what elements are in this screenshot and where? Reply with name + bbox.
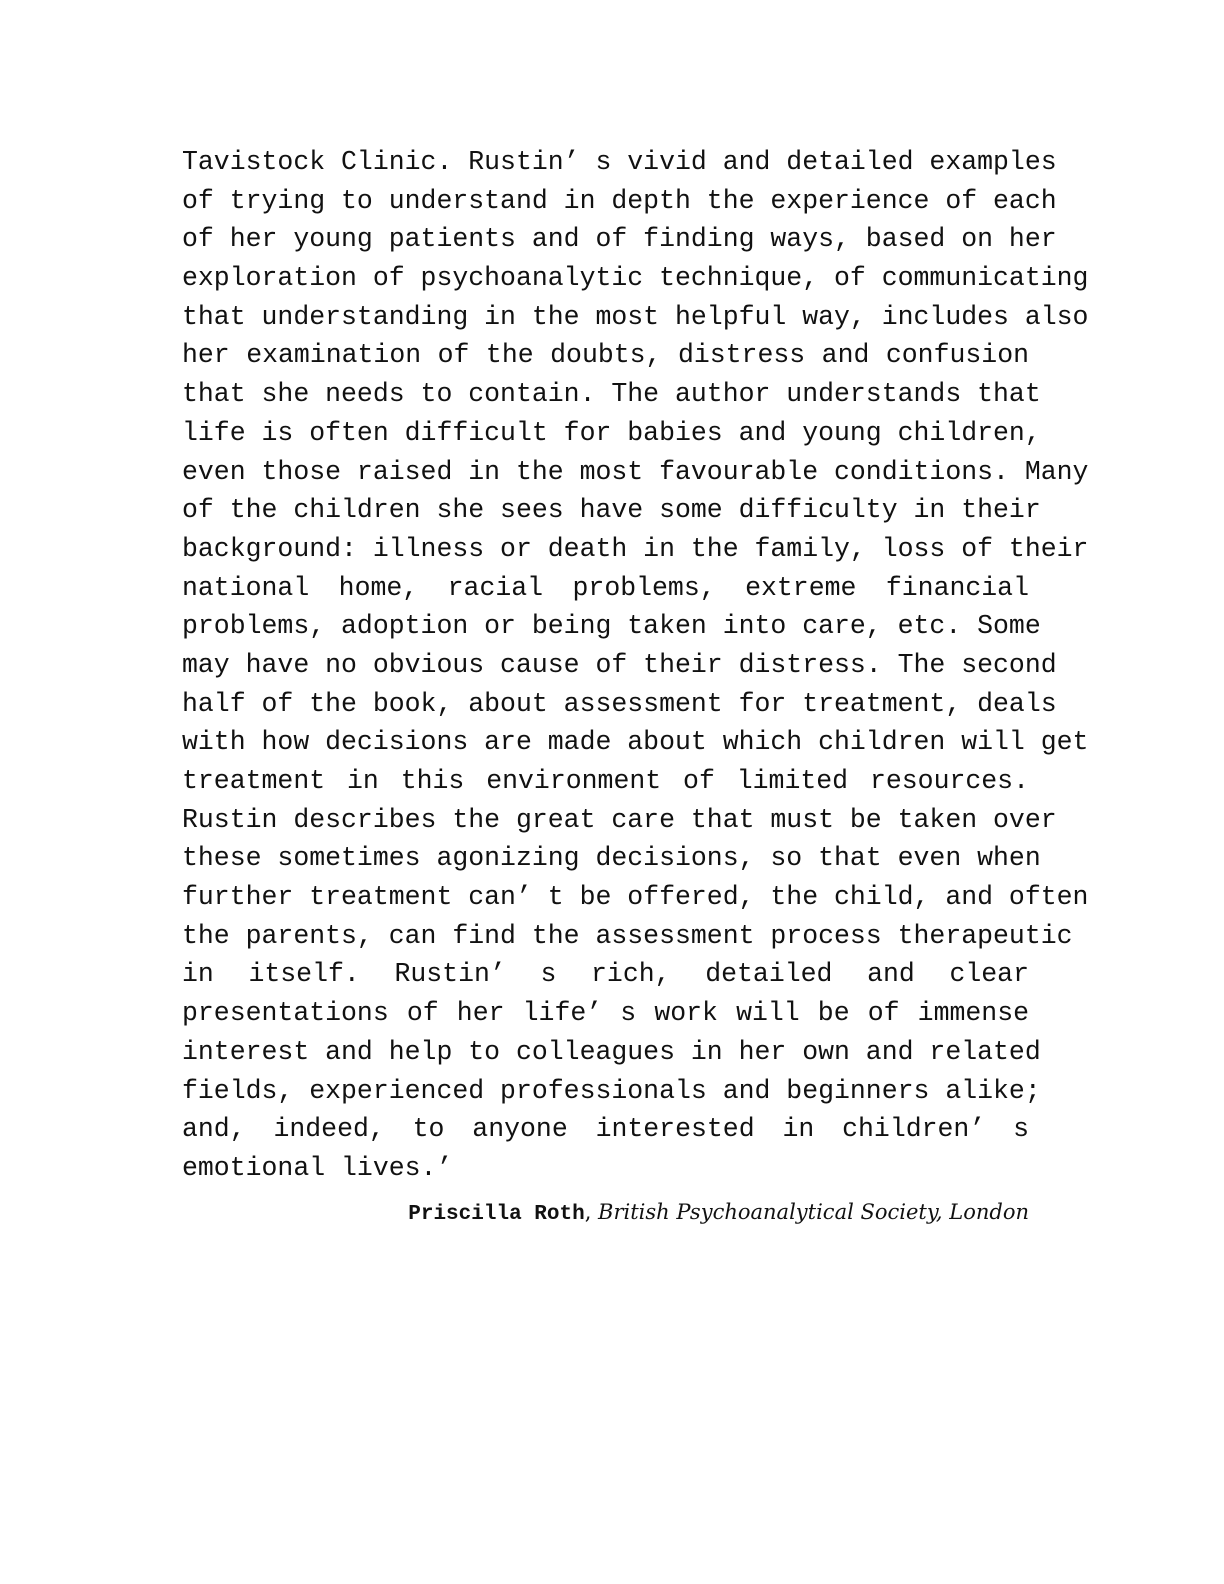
reviewer-affiliation: British Psychoanalytical Society, London <box>598 1200 1029 1224</box>
paragraph-line: of her young patients and of finding ways, based on her <box>182 224 1057 255</box>
paragraph-line: of trying to understand in depth the experience of each <box>182 185 1057 216</box>
paragraph-line: further treatment can’ t be offered, the child, and often <box>182 882 1089 913</box>
paragraph-line: Rustin describes the great care that must be taken over <box>182 804 1057 835</box>
paragraph-line: and, indeed, to anyone interested in children’ s <box>182 1114 1029 1145</box>
paragraph-line: of the children she sees have some difficulty in their <box>182 495 1041 526</box>
paragraph-line: these sometimes agonizing decisions, so that even when <box>182 843 1041 874</box>
paragraph-line: half of the book, about assessment for treatment, deals <box>182 688 1057 719</box>
paragraph-line: presentations of her life’ s work will be of immense <box>182 998 1029 1029</box>
paragraph-line: with how decisions are made about which children will get <box>182 727 1089 758</box>
paragraph-line: life is often difficult for babies and young children, <box>182 417 1041 448</box>
paragraph-line: exploration of psychoanalytic technique, of communicating <box>182 263 1089 294</box>
paragraph-line: treatment in this environment of limited resources. <box>182 766 1029 796</box>
paragraph-line-last: emotional lives.’ <box>182 1152 453 1183</box>
paragraph-line: fields, experienced professionals and beginners alike; <box>182 1075 1041 1106</box>
paragraph-line: in itself. Rustin’ s rich, detailed and clear <box>182 959 1029 990</box>
paragraph-line: background: illness or death in the family, loss of their <box>182 533 1089 564</box>
paragraph-line: that she needs to contain. The author understands that <box>182 379 1041 410</box>
attribution-separator: , <box>584 1200 599 1224</box>
paragraph-line: the parents, can find the assessment process therapeutic <box>182 920 1073 951</box>
paragraph-line: Tavistock Clinic. Rustin’ s vivid and detailed examples <box>182 147 1057 177</box>
paragraph-line: that understanding in the most helpful way, includes also <box>182 301 1089 332</box>
paragraph-line: national home, racial problems, extreme financial <box>182 572 1029 603</box>
paragraph-line: her examination of the doubts, distress and confusion <box>182 340 1029 371</box>
paragraph-line: even those raised in the most favourable conditions. Many <box>182 456 1089 487</box>
review-paragraph <box>182 143 1089 1188</box>
review-attribution <box>408 1200 1029 1226</box>
paragraph-line: interest and help to colleagues in her own and related <box>182 1036 1041 1067</box>
paragraph-line: problems, adoption or being taken into care, etc. Some <box>182 611 1041 642</box>
paragraph-line: may have no obvious cause of their distress. The second <box>182 649 1057 680</box>
reviewer-name: Priscilla Roth <box>408 1203 585 1226</box>
